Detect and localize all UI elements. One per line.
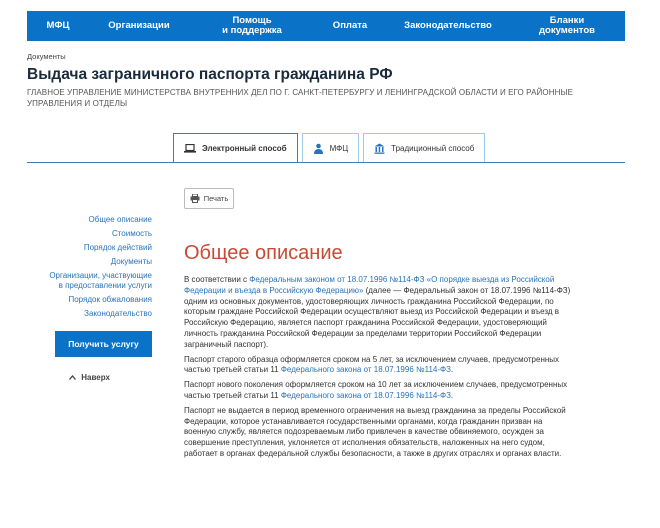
- paragraph-3: [184, 380, 576, 402]
- section-navigation: [49, 215, 152, 323]
- agency-subtitle[interactable]: ГЛАВНОЕ УПРАВЛЕНИЕ МИНИСТЕРСТВА ВНУТРЕННИХ ДЕЛ ПО Г. САНКТ-ПЕТЕРБУРГУ И ЛЕНИНГРАДСКОЙ ОБЛАСТИ И ЕГО РАЙОННЫЕ УПРАВЛЕНИЯ И ОТДЕЛЫ: [27, 88, 574, 108]
- paragraph-text: Паспорт старого образца оформляется сроком на 5 лет, за исключением случаев, предусмотренных частью третьей статьи 11: [184, 354, 560, 375]
- paragraph-2: [184, 355, 576, 377]
- breadcrumb[interactable]: Документы: [27, 52, 66, 61]
- federal-law-link[interactable]: Федерального закона от 18.07.1996 №114-ФЗ: [280, 365, 451, 375]
- sidenav-item-appeal[interactable]: Порядок обжалования: [68, 295, 152, 304]
- paragraph-text: Паспорт нового поколения оформляется сроком на 10 лет за исключением случаев, предусмотренных частью третьей статьи 11: [184, 380, 568, 400]
- sidenav-item-cost[interactable]: Стоимость: [111, 229, 152, 238]
- federal-law-link[interactable]: Федерального закона от 18.07.1996 №114-ФЗ: [280, 390, 451, 400]
- nav-item-mfc[interactable]: МФЦ: [46, 20, 70, 31]
- method-tabs: [173, 133, 489, 163]
- nav-item-payment[interactable]: Оплата: [332, 20, 368, 31]
- tab-mfc[interactable]: [302, 133, 360, 163]
- paragraph-4: Паспорт не выдается в период временного ограничения на выезд гражданина за пределы Российской Федерации, которое устанавливается государственными органами, когда гражданин призван на военную службу, является подозреваемым либо привлечен в качестве обвиняемого, осужден за совершение преступления, уклоняется от исполнения обязательств, наложенных на него судом, работает в органах федеральной службы безопасности, а также в других отраслях и органах власти.: [184, 405, 566, 458]
- content-fade: [180, 460, 600, 480]
- sidenav-item-documents[interactable]: Документы: [110, 257, 152, 266]
- back-to-top-link[interactable]: [69, 373, 110, 382]
- tab-traditional-label: Традиционный способ: [391, 144, 475, 153]
- description-content: [184, 275, 576, 464]
- top-navigation: [27, 11, 625, 41]
- page-title: Выдача заграничного паспорта гражданина РФ: [27, 66, 393, 83]
- nav-item-organizations[interactable]: Организации: [108, 20, 170, 31]
- tab-electronic-label: Электронный способ: [202, 143, 287, 153]
- get-service-button[interactable]: Получить услугу: [55, 331, 152, 357]
- tab-electronic[interactable]: [173, 133, 298, 163]
- paragraph-text: .: [450, 365, 454, 375]
- laptop-icon: [184, 144, 196, 153]
- sidenav-item-legislation[interactable]: Законодательство: [84, 309, 152, 318]
- paragraph-1: [184, 275, 576, 351]
- back-to-top-label: Наверх: [81, 373, 110, 382]
- print-button-label: Печать: [203, 194, 229, 203]
- tab-divider: [27, 162, 625, 163]
- nav-item-legislation[interactable]: Законодательство: [404, 20, 492, 31]
- nav-item-forms[interactable]: Бланки документов: [539, 15, 595, 36]
- nav-item-help[interactable]: Помощь и поддержка: [222, 15, 282, 36]
- paragraph-text: В соответствии с: [184, 275, 250, 284]
- federal-law-link[interactable]: Федеральным законом от 18.07.1996 №114-ФЗ «О порядке выезда из Российской Федерации и въезда в Российскую Федерацию»: [184, 275, 555, 295]
- printer-icon: [190, 194, 200, 203]
- sidenav-item-procedure[interactable]: Порядок действий: [83, 243, 152, 252]
- tab-traditional[interactable]: [363, 133, 485, 163]
- chevron-up-icon: [69, 373, 78, 382]
- print-button[interactable]: [184, 188, 234, 209]
- tab-mfc-label: МФЦ: [329, 144, 349, 153]
- sidenav-item-organizations[interactable]: Организации, участвующие в предоставлении услуги: [49, 271, 152, 290]
- section-title: Общее описание: [184, 242, 343, 264]
- sidenav-item-description[interactable]: Общее описание: [88, 215, 152, 224]
- paragraph-text: (далее — Федеральный закон от 18.07.1996 №114-ФЗ) одним из основных документов, удостоверяющих личность гражданина Российской Федерации, по которым граждане Российской Федерации осуществляют выезд из Российской Федерации и въезд в Российскую Федерацию, является паспорт гражданина Российской Федерации, удостоверяющий личность гражданина Российской Федерации за пределами территории Российской Федерации заграничный паспорт).: [184, 285, 571, 349]
- person-icon: [313, 143, 324, 154]
- building-icon: [374, 143, 385, 154]
- paragraph-text: .: [450, 390, 454, 400]
